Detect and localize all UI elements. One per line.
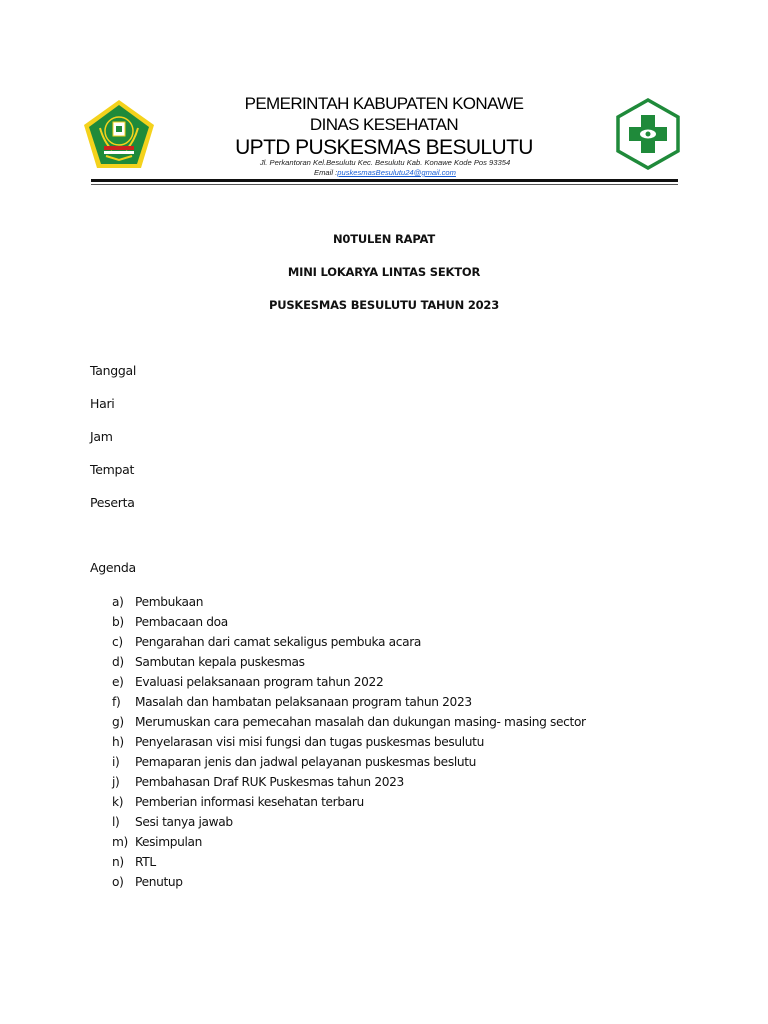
agenda-item-marker: b) <box>112 615 124 629</box>
agenda-item <box>90 772 650 792</box>
agenda-item-text: Evaluasi pelaksanaan program tahun 2022 <box>135 675 384 689</box>
agenda-item-text: Sesi tanya jawab <box>135 815 233 829</box>
agenda-item-marker: f) <box>112 695 121 709</box>
agenda-item-marker: h) <box>112 735 124 749</box>
letterhead-department: DINAS KESEHATAN <box>309 115 459 134</box>
agenda-item-marker: k) <box>112 795 124 809</box>
letterhead-email-line <box>245 168 525 178</box>
agenda-item-marker: a) <box>112 595 124 609</box>
agenda-item-text: Sambutan kepala puskesmas <box>135 655 305 669</box>
agenda-item <box>90 632 650 652</box>
document-subtitle-year: PUSKESMAS BESULUTU TAHUN 2023 <box>268 298 500 312</box>
letterhead-rule-thick <box>91 179 678 182</box>
agenda-item <box>90 712 650 732</box>
agenda-item-text: Merumuskan cara pemecahan masalah dan dukungan masing- masing sector <box>135 715 586 729</box>
letterhead-institution: UPTD PUSKESMAS BESULUTU <box>235 136 533 159</box>
agenda-item-text: Masalah dan hambatan pelaksanaan program tahun 2023 <box>135 695 472 709</box>
email-label: Email : <box>314 168 338 177</box>
agenda-item-text: RTL <box>135 855 156 869</box>
agenda-item <box>90 732 650 752</box>
field-jam: Jam <box>90 429 113 444</box>
document-subtitle: MINI LOKARYA LINTAS SEKTOR <box>287 265 481 279</box>
agenda-heading: Agenda <box>90 560 136 575</box>
agenda-item-text: Pengarahan dari camat sekaligus pembuka acara <box>135 635 421 649</box>
agenda-item <box>90 692 650 712</box>
field-peserta: Peserta <box>90 495 135 510</box>
agenda-item <box>90 652 650 672</box>
agenda-item-marker: c) <box>112 635 123 649</box>
agenda-item-marker: d) <box>112 655 124 669</box>
letterhead-rule-thin <box>91 184 678 185</box>
agenda-item-text: Penyelarasan visi misi fungsi dan tugas puskesmas besulutu <box>135 735 484 749</box>
agenda-item-marker: o) <box>112 875 124 889</box>
agenda-item-marker: j) <box>112 775 120 789</box>
agenda-item-text: Pembahasan Draf RUK Puskesmas tahun 2023 <box>135 775 404 789</box>
agenda-item-text: Pemberian informasi kesehatan terbaru <box>135 795 364 809</box>
agenda-item-text: Penutup <box>135 875 183 889</box>
agenda-item-marker: l) <box>112 815 120 829</box>
document-title: N0TULEN RAPAT <box>332 232 435 246</box>
agenda-item <box>90 832 650 852</box>
agenda-list <box>90 592 650 892</box>
letterhead-address: Jl. Perkantoran Kel.Besulutu Kec. Besulutu Kab. Konawe Kode Pos 93354 <box>259 158 511 167</box>
agenda-item-marker: n) <box>112 855 124 869</box>
agenda-item-text: Pemaparan jenis dan jadwal pelayanan puskesmas beslutu <box>135 755 477 769</box>
agenda-item-text: Pembacaan doa <box>135 615 228 629</box>
field-tempat: Tempat <box>90 462 135 477</box>
agenda-item <box>90 852 650 872</box>
agenda-item-marker: g) <box>112 715 124 729</box>
email-link[interactable]: puskesmasBesulutu24@gmail.com <box>337 168 456 177</box>
agenda-item-marker: m) <box>112 835 128 849</box>
agenda-item <box>90 592 650 612</box>
agenda-item-text: Pembukaan <box>135 595 204 609</box>
agenda-item <box>90 612 650 632</box>
agenda-item <box>90 752 650 772</box>
letterhead-government: PEMERINTAH KABUPATEN KONAWE <box>244 94 524 113</box>
field-tanggal: Tanggal <box>90 363 137 378</box>
agenda-item-text: Kesimpulan <box>135 835 203 849</box>
agenda-item <box>90 792 650 812</box>
agenda-item <box>90 812 650 832</box>
agenda-item-marker: i) <box>112 755 120 769</box>
agenda-item <box>90 872 650 892</box>
agenda-item <box>90 672 650 692</box>
agenda-item-marker: e) <box>112 675 124 689</box>
field-hari: Hari <box>90 396 115 411</box>
